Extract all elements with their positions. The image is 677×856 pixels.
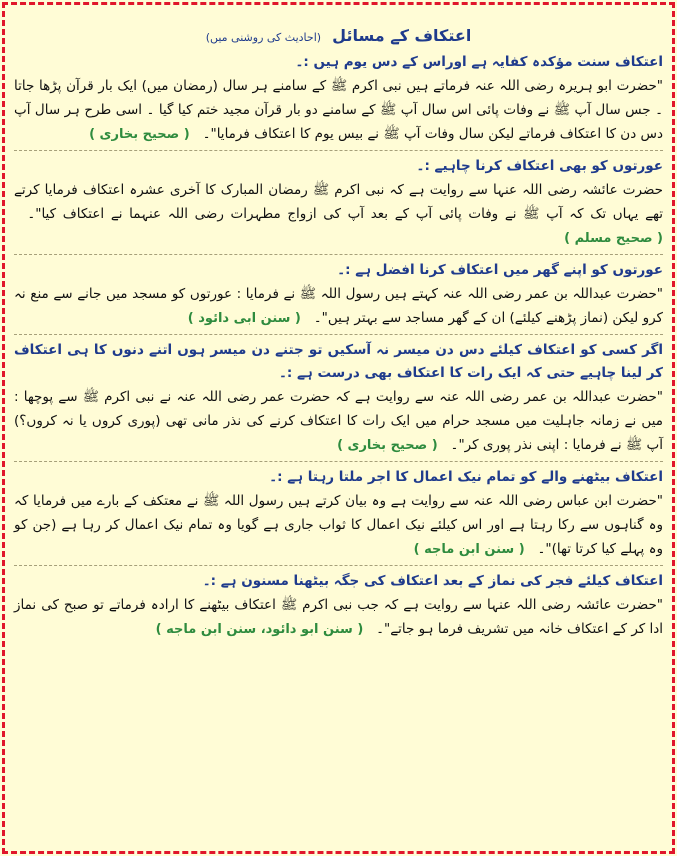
section-3 <box>14 259 663 331</box>
article-content <box>14 12 663 642</box>
section-text: "حضرت عبداللہ بن عمر رضی اللہ عنہ سے روایت ہے کہ حضرت عمر رضی اللہ عنہ نے نبی اکرم ﷺ سے پوچھا : میں نے زمانہ جاہلیت میں مسجد حرام میں ایک رات کا اعتکاف کرنے کی نذر مانی تھی (پوری کروں یا نہ کروں؟) آپ ﷺ نے فرمایا : اپنی نذر پوری کر"۔ ( صحيح بخاری ) <box>14 389 663 453</box>
section-text: "حضرت ابو ہریرہ رضی اللہ عنہ فرماتے ہیں نبی اکرم ﷺ کے سامنے ہر سال (رمضان میں) ایک بار قرآن پڑھا جاتا ۔ جس سال آپ ﷺ نے وفات پائی اس سال آپ ﷺ کے سامنے دو بار قرآن مجید ختم کیا گیا ۔ اسی طرح ہر سال آپ دس دن کا اعتکاف فرماتے لیکن سال وفات آپ ﷺ نے بیس یوم کا اعتکاف فرمایا"۔ ( صحيح بخاری ) <box>14 78 663 142</box>
citation: ( سنن ابی دائود ) <box>187 311 301 326</box>
section-heading: اعتکاف کیلئے فجر کی نماز کے بعد اعتکاف کی جگہ بیٹھنا مسنون ہے :۔ <box>202 573 663 589</box>
section-4 <box>14 339 663 458</box>
citation: ( سنن ابو دائود، سنن ابن ماجه ) <box>155 622 364 637</box>
citation: ( صحيح بخاری ) <box>89 127 190 142</box>
divider <box>14 254 663 255</box>
section-text: حضرت عائشہ رضی اللہ عنہا سے روایت ہے کہ نبی اکرم ﷺ رمضان المبارک کا آخری عشرہ اعتکاف فرمایا کرتے تھے یہاں تک کہ آپ ﷺ نے وفات پائی آپ کے بعد آپ کی ازواج مطہرات رضی اللہ عنہما نے اعتکاف کیا"۔ ( صحیح مسلم ) <box>14 182 663 246</box>
section-1 <box>14 51 663 147</box>
section-heading: اعتکاف بیٹھنے والے کو تمام نیک اعمال کا اجر ملتا رہتا ہے :۔ <box>269 469 663 485</box>
citation: ( صحیح مسلم ) <box>564 231 663 246</box>
divider <box>14 461 663 462</box>
section-heading: عورتوں کو بھی اعتکاف کرنا چاہیے :۔ <box>416 158 663 174</box>
divider <box>14 150 663 151</box>
section-text: "حضرت عائشہ رضی اللہ عنہا سے روایت ہے کہ جب نبی اکرم ﷺ اعتکاف بیٹھنے کا ارادہ فرماتے تو صبح کی نماز ادا کر کے اعتکاف خانہ میں تشریف فرما ہو جاتے"۔ ( سنن ابو دائود، سنن ابن ماجه ) <box>14 597 663 637</box>
page-title: اعتکاف کے مسائل <box>332 26 472 45</box>
citation: ( صحيح بخاری ) <box>337 438 438 453</box>
title-row <box>14 26 663 45</box>
citation: ( سنن ابن ماجه ) <box>413 542 525 557</box>
section-text: "حضرت عبداللہ بن عمر رضی اللہ عنہ کہتے ہیں رسول اللہ ﷺ نے فرمایا : عورتوں کو مسجد میں جانے سے منع نہ کرو لیکن (نماز پڑھنے کیلئے) ان کے گھر مساجد سے بہتر ہیں"۔ ( سنن ابی دائود ) <box>14 286 663 326</box>
section-heading: اگر کسی کو اعتکاف کیلئے دس دن میسر نہ آسکیں تو جتنے دن میسر ہوں اتنے دنوں کا ہی اعتکاف کر لینا چاہیے حتی کہ ایک رات کا اعتکاف بھی درست ہے :۔ <box>14 342 663 381</box>
divider <box>14 334 663 335</box>
section-heading: عورتوں کو اپنے گھر میں اعتکاف کرنا افضل ہے :۔ <box>337 262 663 278</box>
section-5 <box>14 466 663 562</box>
section-2 <box>14 155 663 251</box>
section-text: "حضرت ابن عباس رضی اللہ عنہ سے روایت ہے وہ بیان کرتے ہیں رسول اللہ ﷺ نے معتکف کے بارے میں فرمایا کہ وہ گناہوں سے رکا رہتا ہے اور اس کیلئے نیک اعمال کا ثواب جاری ہے گویا وہ تمام نیک اعمال کر رہا ہے (جن کو وہ پہلے کیا کرتا تھا)"۔ ( سنن ابن ماجه ) <box>14 493 663 557</box>
section-6 <box>14 570 663 642</box>
page-subtitle: (احادیث کی روشنی میں) <box>205 31 322 44</box>
divider <box>14 565 663 566</box>
section-heading: اعتکاف سنت مؤکدہ کفایہ ہے اوراس کے دس یوم ہیں :۔ <box>295 54 663 70</box>
